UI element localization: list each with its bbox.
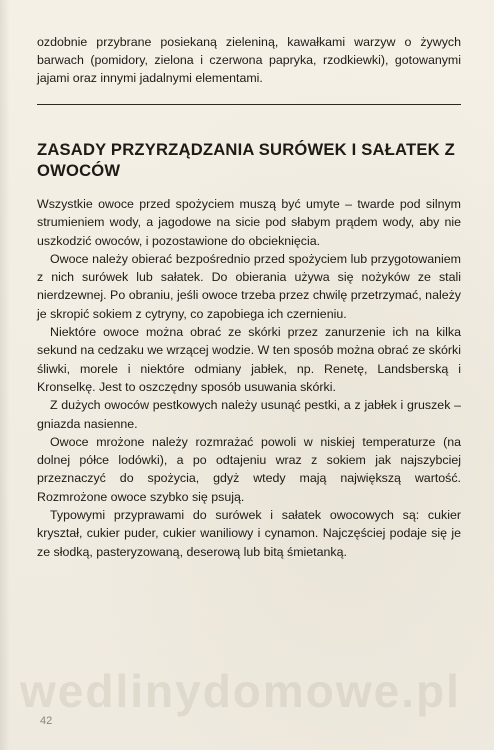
section-heading: ZASADY PRZYRZĄDZANIA SURÓWEK I SAŁATEK Z OWOCÓW bbox=[37, 140, 455, 180]
body-paragraph-4: Z dużych owoców pestkowych należy usunąć pestki, a z jabłek i gruszek – gniazda nasienne. bbox=[37, 398, 461, 431]
body-paragraph-5: Owoce mrożone należy rozmrażać powoli w niskiej temperaturze (na dolnej półce lodówki), a po odtajeniu wraz z sokiem jak najszybciej przeznaczyć do spożycia, gdyż wtedy mają największą wartość. Rozmrożone owoce szybko się psują. bbox=[37, 434, 461, 504]
body-paragraph-6: Typowymi przyprawami do surówek i sałatek owocowych są: cukier kryształ, cukier puder, cukier waniliowy i cynamon. Najczęściej podaje się je ze słodką, pasteryzowaną, deserową lub bitą śmietanką. bbox=[37, 508, 461, 559]
page-number: 42 bbox=[40, 715, 53, 727]
intro-paragraph: ozdobnie przybrane posiekaną zieleniną, kawałkami warzyw o żywych barwach (pomidory, zielona i czerwona papryka, rzodkiewki), gotowanymi jajami oraz innymi jadalnymi elementami. bbox=[37, 35, 461, 86]
body-paragraph-3: Niektóre owoce można obrać ze skórki przez zanurzenie ich na kilka sekund na cedzaku we wrzącej wodzie. W ten sposób można obrać ze skórki śliwki, morele i niektóre odmiany jabłek, np. Renetę, Landsberską i Kronselkę. Jest to oszczędny sposób usuwania skórki. bbox=[37, 325, 461, 394]
section-body bbox=[37, 195, 461, 561]
section-divider bbox=[37, 104, 461, 105]
body-paragraph-1: Wszystkie owoce przed spożyciem muszą być umyte – twarde pod silnym strumieniem wody, a jagodowe na sicie pod słabym prądem wody, aby nie uszkodzić owoców, i pozostawione do obcieknięcia. bbox=[37, 197, 461, 248]
binding-shadow bbox=[0, 0, 10, 750]
watermark: wedlinydomowe.pl bbox=[20, 665, 461, 717]
body-paragraph-2: Owoce należy obierać bezpośrednio przed spożyciem lub przygotowaniem z nich surówek lub sałatek. Do obierania używa się nożyków ze stali nierdzewnej. Po obraniu, jeśli owoce trzeba przez chwilę przetrzymać, należy je skropić sokiem z cytryny, co zapobiega ich czernieniu. bbox=[37, 251, 461, 321]
